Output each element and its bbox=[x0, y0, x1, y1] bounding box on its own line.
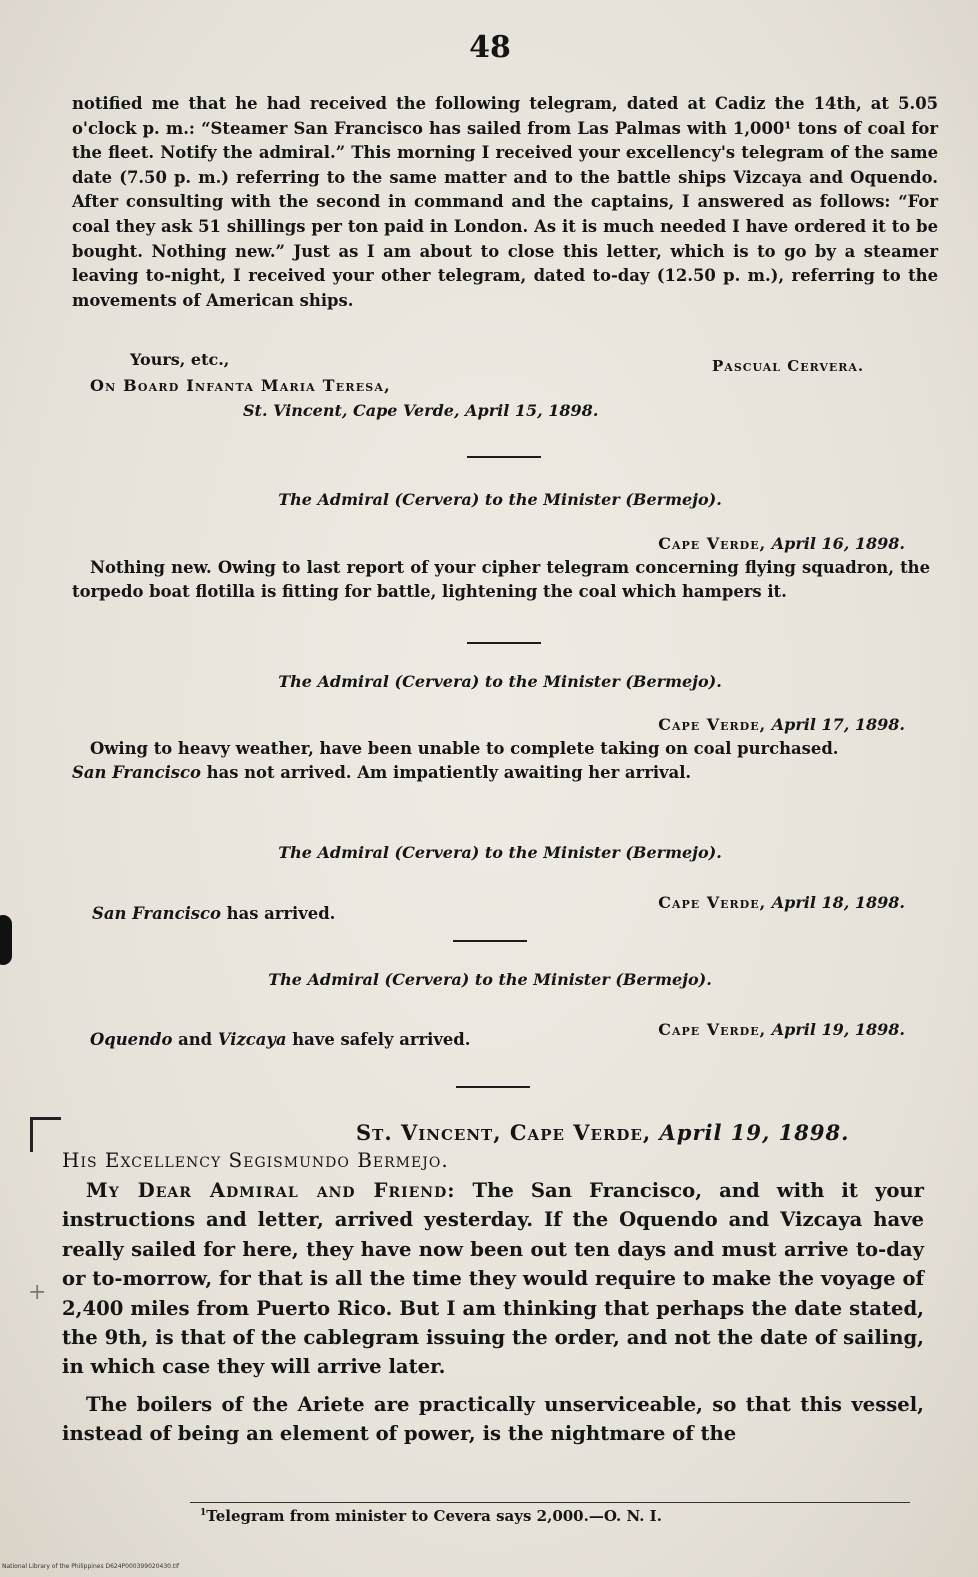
page-number: 48 bbox=[469, 30, 511, 65]
body-text: has arrived. bbox=[220, 904, 336, 923]
section-rule bbox=[453, 940, 527, 942]
telegram-heading: The Admiral (Cervera) to the Minister (Bermejo). bbox=[278, 490, 722, 509]
letter-text: The San Francisco, and with it your instructions and letter, arrived yesterday. If the Oquendo and Vizcaya have really sailed for here, they have now been out ten days and must arrive to-day or to-morrow, for that is all the time they would require to make the voyage of 2,400 miles from Puerto Rico. But I am thinking that perhaps the date stated, the 9th, is that of the cablegram issuing the order, and not the date of sailing, in which case they will arrive later. bbox=[62, 1179, 924, 1379]
section-rule bbox=[467, 456, 541, 458]
telegram-body bbox=[92, 902, 335, 926]
telegram-dateline bbox=[500, 1020, 905, 1039]
letter-date: April 19, 1898. bbox=[659, 1120, 850, 1145]
dateline-date: April 19, 1898. bbox=[771, 1020, 905, 1039]
on-board-line: On Board Infanta Maria Teresa, bbox=[90, 376, 391, 395]
body-text: have safely arrived. bbox=[286, 1030, 471, 1049]
corner-bracket-mark bbox=[30, 1117, 61, 1152]
opening-paragraph: notified me that he had received the following telegram, dated at Cadiz the 14th, at 5.05 o'clock p. m.: “Steamer San Francisco has sailed from Las Palmas with 1,000¹ tons of coal for the fleet. Notify the admiral.” This morning I received your excellency's telegram of the same date (7.50 p. m.) referring to the same matter and to the battle ships Vizcaya and Oquendo. After consulting with the second in command and the captains, I answered as follows: “For coal they ask 51 shillings per ton paid in London. As it is much needed I have ordered it to be bought. Nothing new.” Just as I am about to close this letter, which is to go by a steamer leaving to-night, I received your other telegram, dated to-day (12.50 p. m.), referring to the movements of American ships. bbox=[72, 94, 938, 310]
ship-name: San Francisco bbox=[72, 763, 201, 782]
dateline-place: Cape Verde, bbox=[658, 715, 767, 734]
body-text: and bbox=[172, 1030, 218, 1049]
letter-paragraph: The boilers of the Ariete are practically unserviceable, so that this vessel, instead of being an element of power, is the nightmare of the bbox=[62, 1392, 924, 1446]
section-rule bbox=[456, 1086, 530, 1088]
location-date-line: St. Vincent, Cape Verde, April 15, 1898. bbox=[243, 401, 599, 420]
footnote-rule bbox=[190, 1502, 910, 1503]
dateline-place: Cape Verde, bbox=[658, 893, 767, 912]
footnote bbox=[200, 1507, 662, 1525]
binding-hole bbox=[0, 915, 12, 965]
section-rule bbox=[467, 642, 541, 644]
telegram-heading: The Admiral (Cervera) to the Minister (Bermejo). bbox=[268, 970, 712, 989]
ship-name: San Francisco bbox=[92, 904, 221, 923]
telegram-dateline bbox=[500, 715, 905, 734]
telegram-body bbox=[90, 1028, 470, 1052]
telegram-dateline bbox=[500, 534, 905, 553]
telegram-heading: The Admiral (Cervera) to the Minister (Bermejo). bbox=[278, 672, 722, 691]
dateline-date: April 17, 1898. bbox=[771, 715, 905, 734]
letter-body bbox=[62, 1176, 924, 1449]
telegram-heading: The Admiral (Cervera) to the Minister (Bermejo). bbox=[278, 843, 722, 862]
dateline-place: Cape Verde, bbox=[658, 534, 767, 553]
footnote-marker: 1 bbox=[200, 1508, 207, 1518]
letter-dateline bbox=[356, 1120, 849, 1145]
dateline-place: Cape Verde, bbox=[658, 1020, 767, 1039]
telegram-body bbox=[72, 737, 930, 785]
signature: Pascual Cervera. bbox=[712, 357, 865, 375]
ship-name: Oquendo bbox=[90, 1030, 173, 1049]
letter-place: St. Vincent, Cape Verde, bbox=[356, 1120, 652, 1145]
letter-addressee: His Excellency Segismundo Bermejo. bbox=[62, 1148, 449, 1172]
ship-name: Vizcaya bbox=[217, 1030, 287, 1049]
closing-yours: Yours, etc., bbox=[130, 350, 230, 369]
margin-mark: + bbox=[28, 1280, 47, 1305]
dateline-date: April 18, 1898. bbox=[771, 893, 905, 912]
scan-credit: National Library of the Philippines D624P000399020430.tif bbox=[2, 1563, 180, 1570]
telegram-dateline bbox=[500, 893, 905, 912]
dateline-date: April 16, 1898. bbox=[771, 534, 905, 553]
body-text: has not arrived. Am impatiently awaiting her arrival. bbox=[200, 763, 692, 782]
telegram-body: Nothing new. Owing to last report of your cipher telegram concerning flying squadron, the torpedo boat flotilla is fitting for battle, lightening the coal which hampers it. bbox=[72, 558, 930, 601]
letter-greeting: My Dear Admiral and Friend: bbox=[86, 1179, 456, 1202]
body-line: Owing to heavy weather, have been unable to complete taking on coal purchased. bbox=[90, 739, 839, 758]
footnote-text: Telegram from minister to Cevera says 2,000.—O. N. I. bbox=[206, 1507, 662, 1525]
body-line bbox=[72, 761, 930, 785]
letter-paragraph bbox=[62, 1176, 924, 1382]
